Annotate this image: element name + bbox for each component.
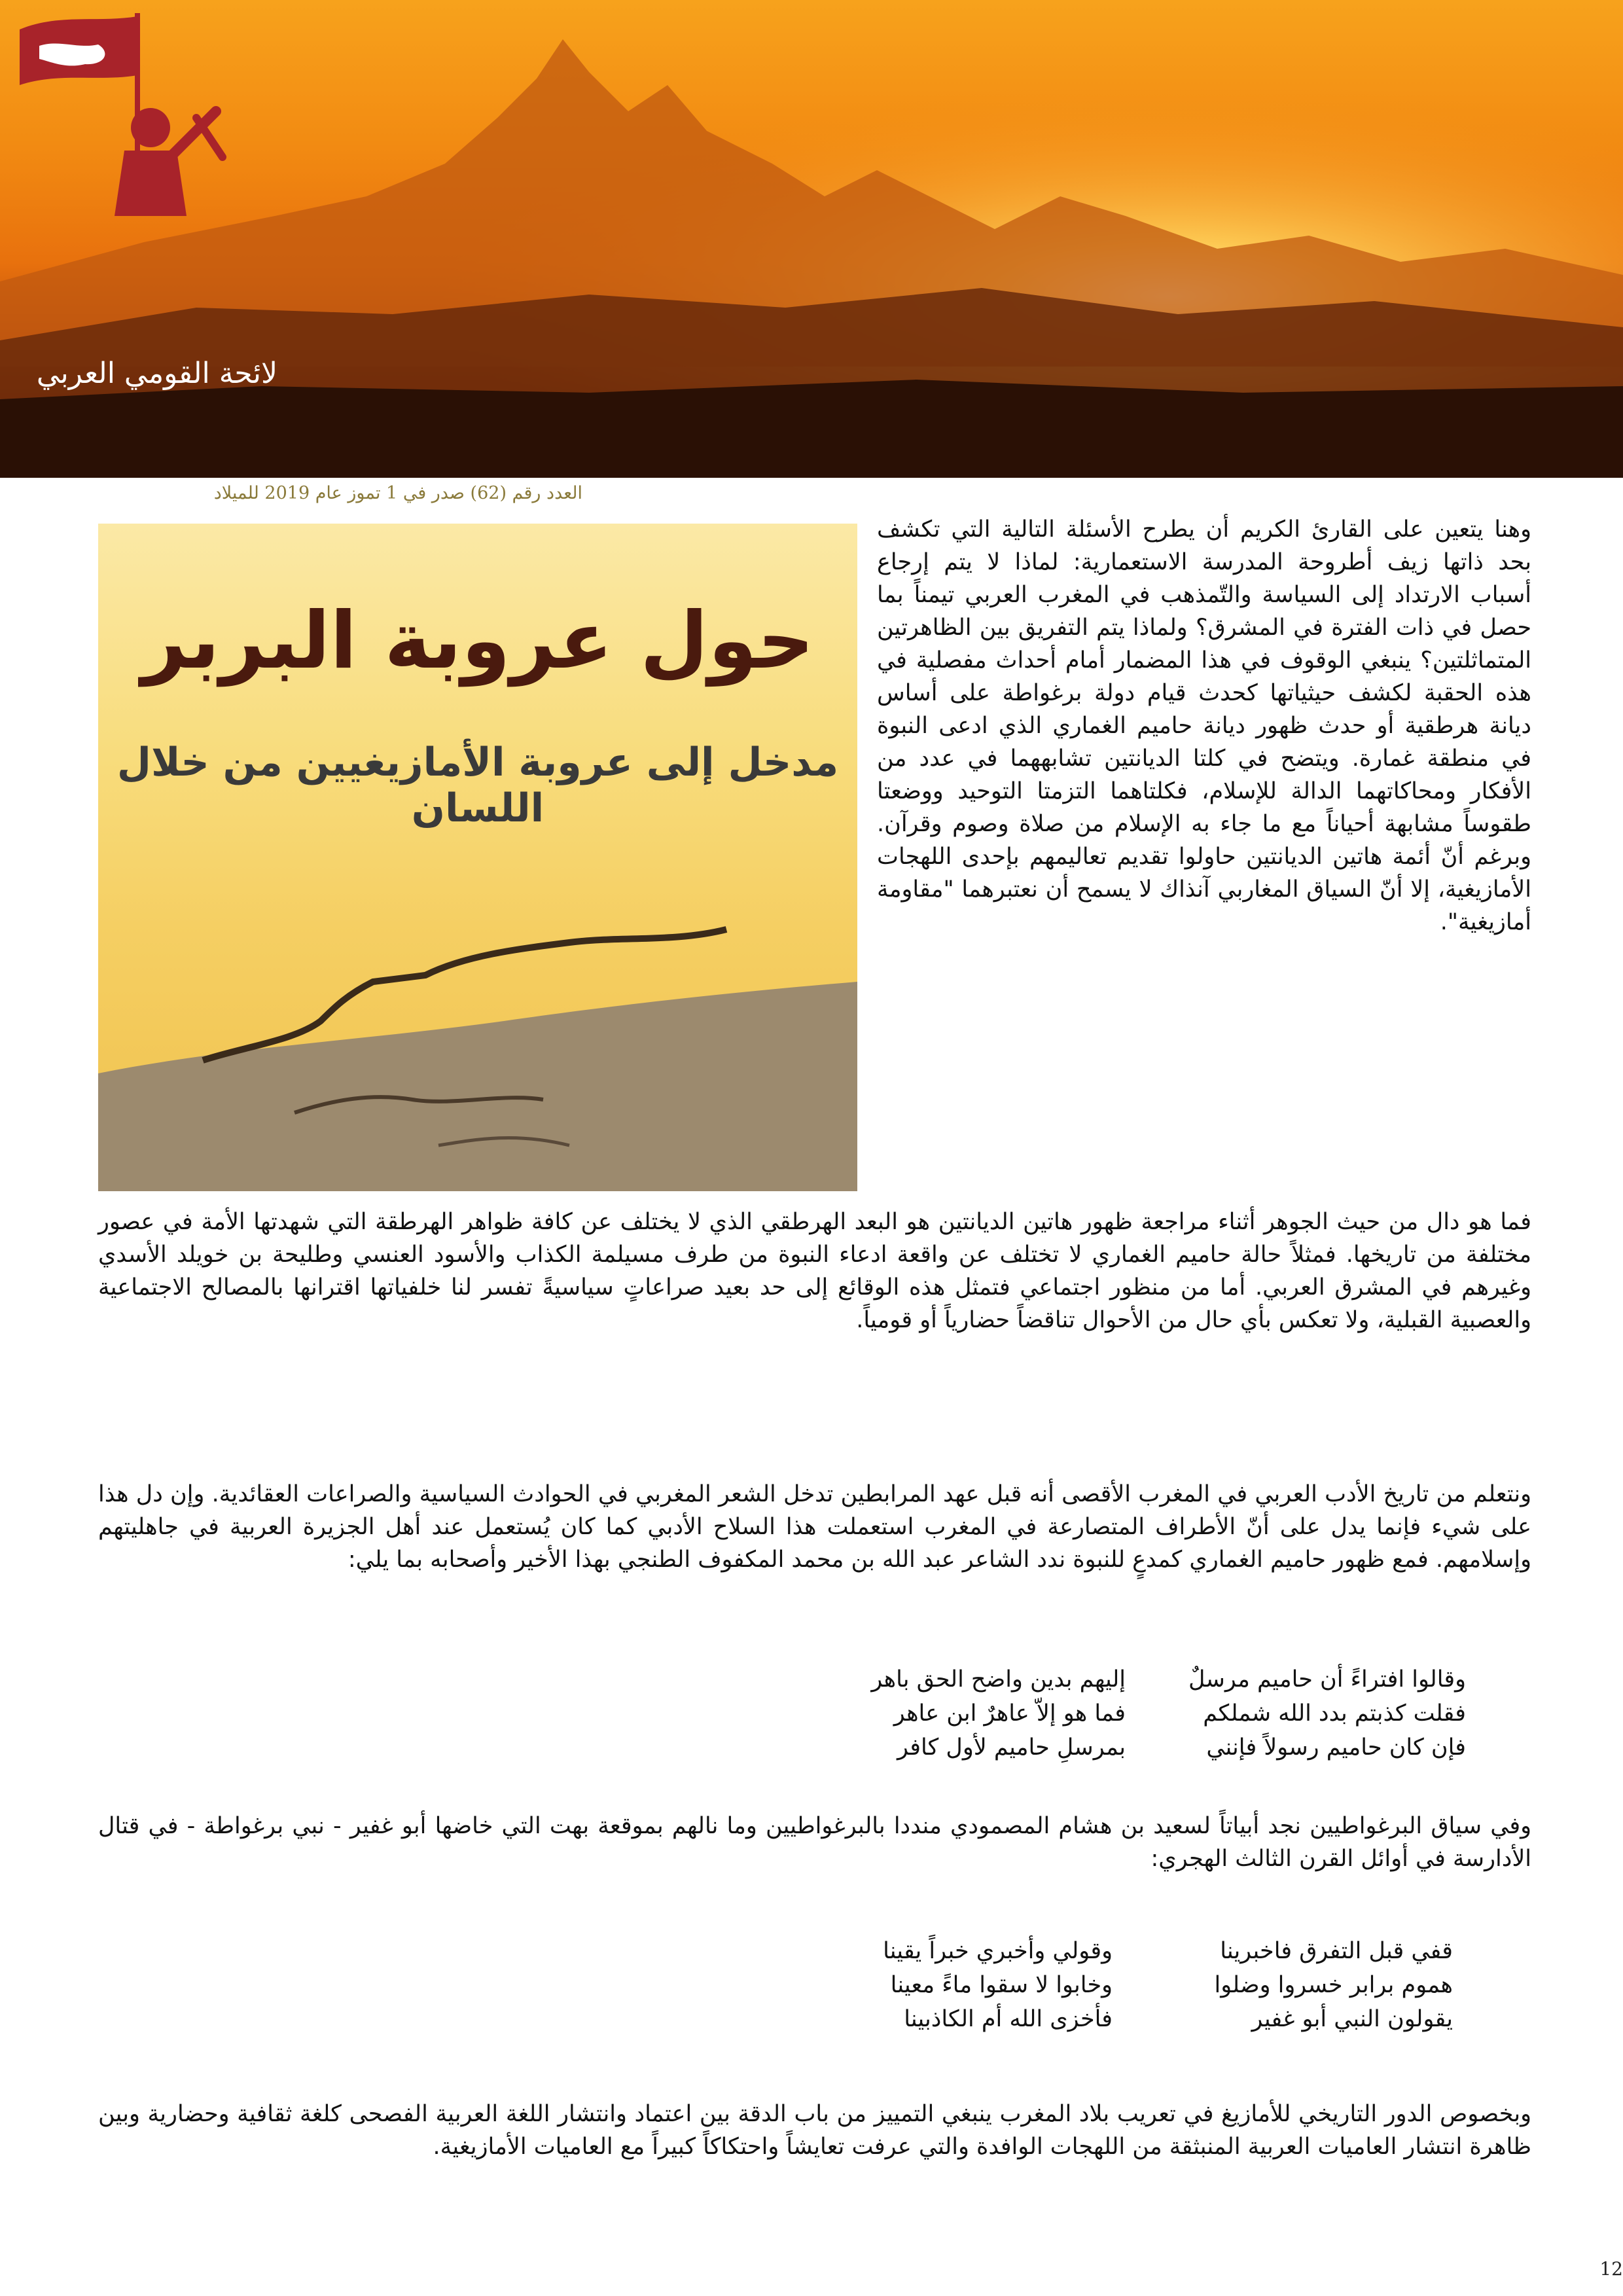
article-paragraph-4: وفي سياق البرغواطيين نجد أبياتاً لسعيد بن هشام المصمودي منددا بالبرغواطيين وما نالهم بموقعة بهت التي خاضها أبو غفير - نبي برغواطة - في قتال الأدارسة في أوائل القرن الثالث الهجري: [98,1813,1531,1872]
article-paragraph-5: وبخصوص الدور التاريخي للأمازيغ في تعريب بلاد المغرب ينبغي التمييز من باب الدقة بين اعتماد وانتشار اللغة العربية الفصحى كلغة ثقافية وحضارية وبين ظاهرة انتشار العاميات العربية المنبثقة من اللهجات الوافدة والتي عرفت تعايشاً واحتكاكاً كبيراً مع العاميات الأمازيغية. [98,2101,1531,2160]
poem-hemistich: إليهم بدين واضح الحق باهر [871,1666,1126,1693]
logo-title: لائحة القومي العربي [36,357,278,390]
article-paragraph-2: فما هو دال من حيث الجوهر أثناء مراجعة ظهور هاتين الديانتين هو البعد الهرطقي الذي لا يختلف عن كافة ظواهر الهرطقة التي شهدتها الأمة في عصور مختلفة من تاريخها. فمثلاً حالة حاميم الغماري لا تختلف عن واقعة ادعاء النبوة من طرف مسيلمة الكذاب والأسود العنسي وطليحة بن خويلد الأسدي وغيرهم في المشرق العربي. أما من منظور اجتماعي فتمثل هذه الوقائع إلى حد بعيد صراعاتٍ سياسيةً تفسر لنا خلفياتها اقترانها بالمصالح الاجتماعية والعصبية القبلية، ولا تعكس بأي حال من الأحوال تناقضاً حضارياً أو قومياً. [98,1209,1531,1333]
issue-line: العدد رقم (62) صدر في 1 تموز عام 2019 للميلاد [213,483,582,503]
poem-hemistich: هموم برابر خسروا وضلوا [1214,1972,1453,1998]
flag-logo-icon [0,0,275,275]
header-banner [0,0,1623,478]
poem-line [759,1696,1466,1731]
poem-line [759,1731,1466,1765]
poem-line [746,1934,1453,1968]
poem-hemistich: فقلت كذبتم بدد الله شملكم [1203,1700,1466,1727]
poem-1 [759,1662,1466,1765]
book-cover-title: حول عروبة البربر [141,596,814,687]
poem-2 [746,1934,1453,2036]
poem-line [746,1968,1453,2002]
poem-hemistich: قفي قبل التفرق فاخبرينا [1220,1938,1453,1964]
poem-line [746,2002,1453,2036]
poem-line [759,1662,1466,1696]
book-cover-image [98,524,857,1191]
poem-hemistich: وخابوا لا سقوا ماءً معينا [890,1972,1113,1998]
article-paragraph-1: وهنا يتعين على القارئ الكريم أن يطرح الأسئلة التالية التي تكشف بحد ذاتها زيف أطروحة المدرسة الاستعمارية: لماذا لا يتم إرجاع أسباب الارتداد إلى السياسة والتّمذهب في المغرب العربي تيمناً بما حصل في ذات الفترة في المشرق؟ ولماذا يتم التفريق بين الظاهرتين المتماثلتين؟ ينبغي الوقوف في هذا المضمار أمام أحداث مفصلية في هذه الحقبة لكشف حيثياتها كحدث قيام دولة برغواطة على أساس ديانة هرطقية أو حدث ظهور ديانة حاميم الغماري الذي ادعى النبوة في منطقة غمارة. ويتضح في كلتا الديانتين تشابههما في عدد من الأفكار ومحاكاتهما الدالة للإسلام، فكلتاهما التزمتا التوحيد ووضعتا طقوساً مشابهة أحياناً مع ما جاء به الإسلام من صلاة وصوم وقرآن. وبرغم أنّ أئمة هاتين الديانتين حاولوا تقديم تعاليمهم بإحدى اللهجات الأمازيغية، إلا أنّ السياق المغاربي آنذاك لا يسمح أن نعتبرهما "مقاومة أمازيغية". [877,516,1531,935]
poem-hemistich: بمرسلِ حاميم لأول كافر [897,1734,1126,1761]
poem-hemistich: يقولون النبي أبو غفير [1251,2006,1453,2032]
page-number: 12 [1599,2258,1623,2280]
poem-hemistich: وقالوا افتراءً أن حاميم مرسلٌ [1188,1666,1466,1693]
poem-hemistich: فإن كان حاميم رسولاً فإنني [1206,1734,1466,1761]
article-paragraph-3: ونتعلم من تاريخ الأدب العربي في المغرب الأقصى أنه قبل عهد المرابطين تدخل الشعر المغربي في الحوادث السياسية والصراعات العقائدية. وإن دل هذا على شيء فإنما يدل على أنّ الأطراف المتصارعة في المغرب استعملت هذا السلاح الأدبي كما كان يُستعمل عند أهل الجزيرة العربية في جاهليتهم وإسلامهم. فمع ظهور حاميم الغماري كمدعٍ للنبوة ندد الشاعر عبد الله بن محمد المكفوف الطنجي بهذا الأخير وأصحابه بما يلي: [98,1481,1531,1573]
book-cover-subtitle: مدخل إلى عروبة الأمازيغيين من خلال اللسان [116,740,839,831]
poem-hemistich: فما هو إلاّ عاهرٌ ابن عاهر [893,1700,1126,1727]
poem-hemistich: فأخزى الله أم الكاذبينا [904,2006,1113,2032]
poem-hemistich: وقولي وأخبري خبراً يقينا [883,1938,1113,1964]
